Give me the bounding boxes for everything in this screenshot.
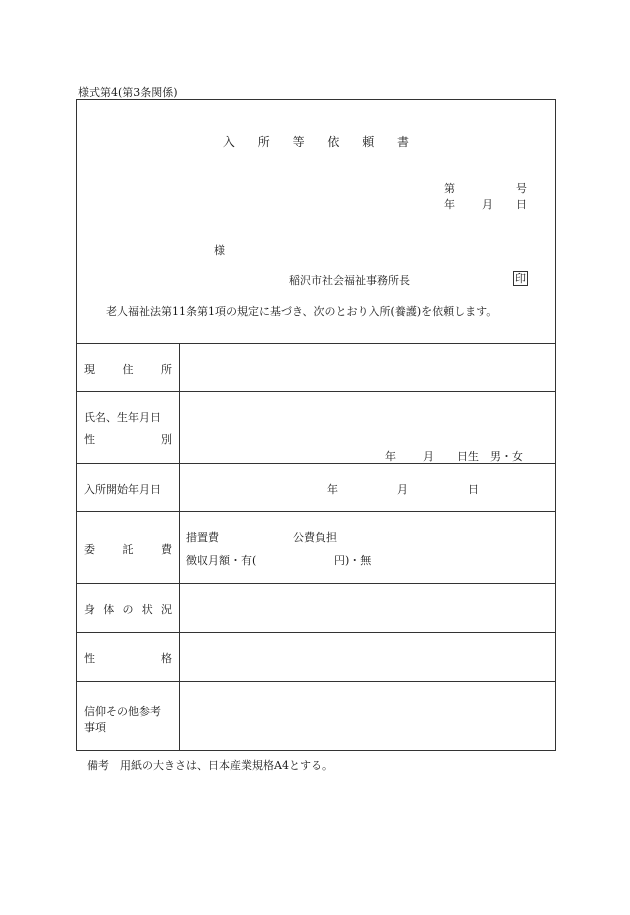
label-char: 格 xyxy=(161,652,172,665)
title-char: 頼 xyxy=(362,135,375,149)
label-char: 委 xyxy=(84,543,95,556)
table-top-rule xyxy=(77,343,555,344)
request-form xyxy=(76,99,556,751)
row-divider xyxy=(77,511,555,512)
birth-year: 年 xyxy=(385,450,396,463)
fee-monthly-collection: 徴収月額・有( xyxy=(186,554,257,567)
label-char: 現 xyxy=(84,363,95,376)
title-char: 書 xyxy=(397,135,410,149)
label-char: 性 xyxy=(84,652,95,665)
fee-measure-cost: 措置費 xyxy=(186,531,219,544)
other-notes-label-line2: 事項 xyxy=(84,721,106,734)
fee-yen-none: 円)・無 xyxy=(334,554,372,567)
character-label xyxy=(84,650,172,666)
label-char: 身 xyxy=(84,603,95,616)
title-char: 等 xyxy=(292,135,305,149)
physical-condition-label xyxy=(84,601,172,617)
title-char: 入 xyxy=(222,135,235,149)
label-char: 況 xyxy=(161,603,172,616)
address-label xyxy=(84,361,172,377)
fee-label xyxy=(84,541,172,557)
start-year: 年 xyxy=(327,483,338,496)
label-char: 別 xyxy=(161,433,172,446)
sex-options: 男・女 xyxy=(490,450,523,463)
row-divider xyxy=(77,632,555,633)
label-char: の xyxy=(122,603,134,616)
row-divider xyxy=(77,681,555,682)
seal-char: 印 xyxy=(515,272,526,285)
form-title xyxy=(77,133,555,150)
other-notes-label-line1: 信仰その他参考 xyxy=(84,705,161,718)
sex-label xyxy=(84,431,172,447)
fee-public-burden: 公費負担 xyxy=(293,531,337,544)
birth-month: 月 xyxy=(423,450,434,463)
birth-day: 日生 xyxy=(457,450,479,463)
title-char: 依 xyxy=(327,135,340,149)
label-char: 所 xyxy=(161,363,172,376)
date-year: 年 xyxy=(444,198,455,211)
start-date-label: 入所開始年月日 xyxy=(84,483,161,496)
title-char: 所 xyxy=(257,135,270,149)
label-char: 住 xyxy=(122,363,134,376)
addressee-suffix: 様 xyxy=(214,244,225,257)
label-char: 費 xyxy=(161,543,172,556)
label-char: 状 xyxy=(141,603,153,616)
seal-mark xyxy=(513,271,528,286)
date-month: 月 xyxy=(482,198,493,211)
date-day: 日 xyxy=(516,198,527,211)
doc-number-go: 号 xyxy=(516,182,527,195)
label-char: 託 xyxy=(122,543,134,556)
doc-number-dai: 第 xyxy=(444,182,455,195)
form-number-label: 様式第4(第3条関係) xyxy=(78,86,178,99)
request-statement: 老人福祉法第11条第1項の規定に基づき、次のとおり入所(養護)を依頼します。 xyxy=(106,305,498,318)
label-char: 性 xyxy=(84,433,95,446)
footnote: 備考 用紙の大きさは、日本産業規格A4とする。 xyxy=(87,759,333,772)
name-birthdate-label: 氏名、生年月日 xyxy=(84,411,161,424)
label-column-divider xyxy=(179,343,180,750)
label-char: 体 xyxy=(103,603,115,616)
start-month: 月 xyxy=(397,483,408,496)
issuer-name: 稲沢市社会福祉事務所長 xyxy=(289,274,410,287)
row-divider xyxy=(77,463,555,464)
row-divider xyxy=(77,583,555,584)
start-day: 日 xyxy=(468,483,479,496)
row-divider xyxy=(77,391,555,392)
